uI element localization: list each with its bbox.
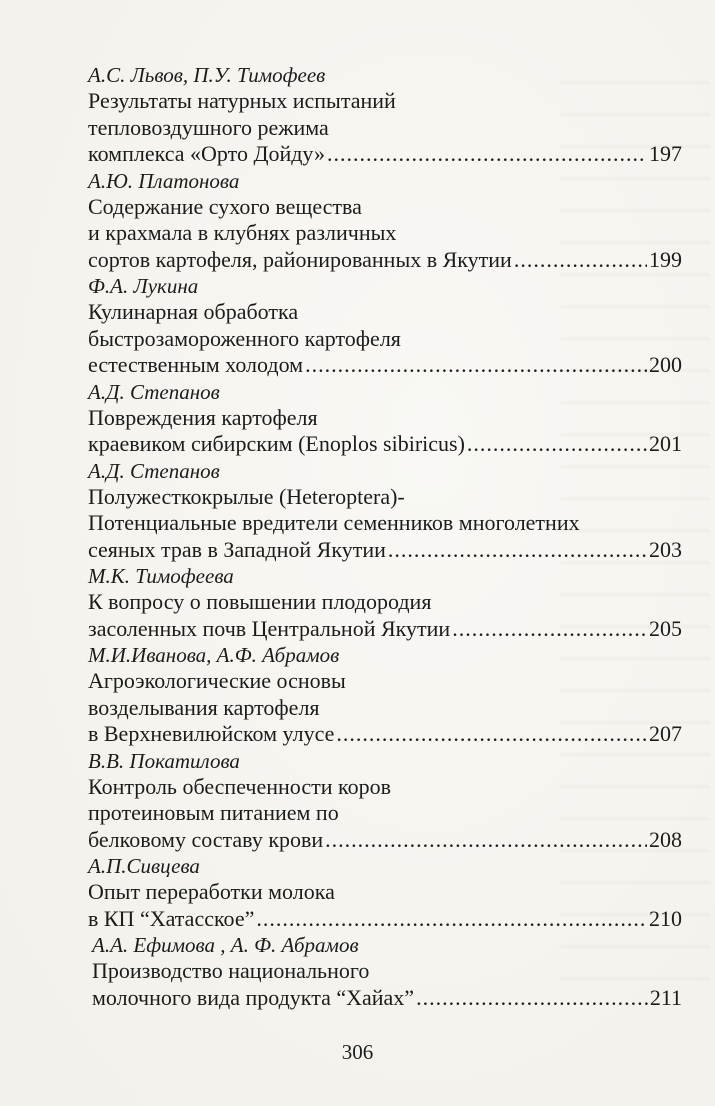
toc-entry-page: 211: [649, 984, 682, 1010]
toc-entry: [88, 932, 682, 1011]
dot-leader: [256, 906, 647, 933]
toc-entry-title-line: Полужесткокрылые (Heteroptera)-: [88, 483, 405, 509]
toc-entry-authors: М.И.Иванова, А.Ф. Абрамов: [88, 643, 340, 667]
toc-entry-title-line: Кулинарная обработка: [88, 299, 299, 324]
toc-entry: [88, 62, 682, 168]
toc-entry-authors: А.С. Львов, П.У. Тимофеев: [88, 63, 326, 87]
dot-leader: [452, 616, 647, 643]
toc-entry-page: 201: [649, 431, 682, 456]
toc-entry-page: 199: [649, 246, 682, 272]
toc-entry: [88, 273, 682, 379]
toc-entry-title-line: протеиновым питанием по: [88, 800, 339, 825]
dot-leader: [327, 141, 647, 168]
toc-entry-authors: А.Д. Степанов: [88, 458, 220, 483]
toc-entry-title-last-line: [88, 537, 682, 564]
toc-entry-title-last-line: [88, 616, 682, 643]
dot-leader: [467, 431, 647, 458]
toc-entry-page: 203: [649, 536, 682, 562]
toc-entry: [88, 748, 682, 854]
toc-entry-title-last-line: [88, 247, 682, 274]
toc-entry-title-end: сеяных трав в Западной Якутии: [88, 536, 386, 562]
toc-entry-page: 207: [649, 721, 682, 746]
toc-entry-title-last-line: [88, 906, 682, 933]
toc-entry-authors: А.А. Ефимова , А. Ф. Абрамов: [92, 933, 359, 957]
toc-entry-title-last-line: [88, 141, 682, 168]
toc-entry-title-end: в Верхневилюйском улусе: [88, 721, 335, 746]
toc-entry-title-line: Агроэкологические основы: [88, 668, 346, 693]
toc-entry-title-end: сортов картофеля, районированных в Якутии: [88, 246, 512, 272]
toc-entry-title-end: засоленных почв Центральной Якутии: [88, 615, 451, 641]
dot-leader: [325, 827, 647, 854]
toc-entry-authors: В.В. Покатилова: [88, 748, 240, 773]
toc-entry: [88, 563, 682, 642]
toc-entry-title-line: Производство национального: [92, 958, 370, 983]
toc-entry-title-end: комплекса «Орто Дойду»: [88, 141, 325, 166]
toc-entry-page: 208: [649, 826, 682, 852]
toc-entry-title-line: Потенциальные вредители семенников многолетних: [88, 510, 580, 535]
toc-entry-title-line: быстрозамороженного картофеля: [88, 325, 401, 351]
toc-entry-title-last-line: [88, 431, 682, 458]
toc-entry-title-line: Содержание сухого вещества: [88, 193, 362, 219]
toc-entry-title-end: естественным холодом: [88, 352, 304, 377]
toc-entry-title-end: белковому составу крови: [88, 826, 324, 852]
toc-entry-title-line: Опыт переработки молока: [88, 879, 335, 904]
toc-entry-title-last-line: [88, 827, 682, 854]
table-of-contents: [88, 62, 682, 1011]
toc-entry-page: 200: [649, 352, 682, 377]
toc-entry-title-end: краевиком сибирским (Enoplos sibiricus): [88, 431, 465, 456]
toc-entry-title-line: возделывания картофеля: [88, 694, 320, 720]
toc-entry-title-line: Результаты натурных испытаний: [88, 88, 396, 113]
toc-entry-title-last-line: [92, 985, 682, 1012]
toc-entry-authors: А.Ю. Платонова: [88, 168, 240, 193]
toc-entry-title-last-line: [88, 352, 682, 379]
toc-entry-title-line: Контроль обеспеченности коров: [88, 773, 391, 799]
dot-leader: [305, 352, 647, 379]
toc-entry-title-line: К вопросу о повышении плодородия: [88, 589, 432, 614]
dot-leader: [388, 537, 647, 564]
toc-entry-authors: М.К. Тимофеева: [88, 564, 234, 588]
toc-entry-authors: А.П.Сивцева: [88, 854, 200, 878]
page-number: 306: [341, 1040, 374, 1064]
toc-entry: [88, 642, 682, 748]
toc-entry-title-end: в КП “Хатасское”: [88, 905, 255, 931]
toc-entry-title-last-line: [88, 721, 682, 748]
toc-entry: [88, 853, 682, 932]
toc-entry-title-line: тепловоздушного режима: [88, 114, 329, 140]
toc-entry: [88, 458, 682, 564]
dot-leader: [416, 985, 648, 1012]
toc-entry-title-line: Повреждения картофеля: [88, 404, 318, 430]
toc-entry-page: 197: [649, 141, 682, 166]
toc-entry: [88, 379, 682, 458]
toc-entry: [88, 168, 682, 274]
toc-entry-title-end: молочного вида продукта “Хайах”: [92, 984, 415, 1010]
toc-entry-page: 210: [649, 905, 682, 931]
dot-leader: [336, 721, 647, 748]
toc-entry-title-line: и крахмала в клубнях различных: [88, 220, 397, 245]
toc-entry-authors: А.Д. Степанов: [88, 379, 220, 404]
toc-entry-authors: Ф.А. Лукина: [88, 274, 199, 298]
toc-entry-page: 205: [649, 615, 682, 641]
dot-leader: [514, 247, 647, 274]
